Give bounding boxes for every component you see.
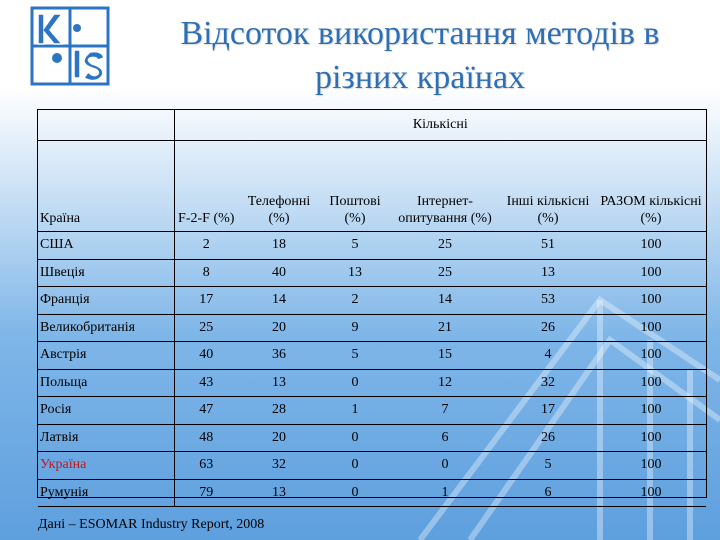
value-cell: 53 bbox=[500, 287, 596, 315]
value-cell: 100 bbox=[596, 342, 706, 370]
value-cell: 14 bbox=[238, 287, 320, 315]
value-cell: 20 bbox=[238, 314, 320, 342]
table-row bbox=[38, 232, 706, 260]
value-cell: 13 bbox=[238, 479, 320, 507]
value-cell: 100 bbox=[596, 259, 706, 287]
table-group-header-row bbox=[38, 110, 706, 141]
value-cell: 21 bbox=[390, 314, 500, 342]
column-header-internet: Інтернет-опитування (%) bbox=[390, 141, 500, 232]
kiis-logo bbox=[30, 6, 110, 86]
column-header-total: РАЗОМ кількісні (%) bbox=[596, 141, 706, 232]
group-header-blank bbox=[38, 110, 174, 141]
value-cell: 0 bbox=[320, 369, 390, 397]
table-row bbox=[38, 479, 706, 507]
value-cell: 47 bbox=[174, 397, 238, 425]
value-cell: 40 bbox=[238, 259, 320, 287]
value-cell: 100 bbox=[596, 424, 706, 452]
value-cell: 20 bbox=[238, 424, 320, 452]
table-row bbox=[38, 259, 706, 287]
value-cell: 17 bbox=[174, 287, 238, 315]
country-cell: Австрія bbox=[38, 342, 174, 370]
value-cell: 6 bbox=[390, 424, 500, 452]
value-cell: 2 bbox=[320, 287, 390, 315]
value-cell: 2 bbox=[174, 232, 238, 260]
value-cell: 15 bbox=[390, 342, 500, 370]
table-row bbox=[38, 314, 706, 342]
page-title bbox=[120, 12, 720, 100]
value-cell: 100 bbox=[596, 452, 706, 480]
value-cell: 51 bbox=[500, 232, 596, 260]
table-row bbox=[38, 424, 706, 452]
value-cell: 9 bbox=[320, 314, 390, 342]
table-row bbox=[38, 397, 706, 425]
column-header-country: Країна bbox=[38, 141, 174, 232]
value-cell: 13 bbox=[238, 369, 320, 397]
methods-table bbox=[38, 110, 706, 507]
value-cell: 25 bbox=[174, 314, 238, 342]
country-cell: Польща bbox=[38, 369, 174, 397]
table-row bbox=[38, 452, 706, 480]
country-cell: Росія bbox=[38, 397, 174, 425]
value-cell: 32 bbox=[238, 452, 320, 480]
value-cell: 5 bbox=[500, 452, 596, 480]
value-cell: 0 bbox=[320, 479, 390, 507]
value-cell: 1 bbox=[390, 479, 500, 507]
value-cell: 0 bbox=[390, 452, 500, 480]
title-line-1: Відсоток використання методів в bbox=[180, 15, 660, 52]
value-cell: 5 bbox=[320, 342, 390, 370]
value-cell: 25 bbox=[390, 232, 500, 260]
value-cell: 12 bbox=[390, 369, 500, 397]
value-cell: 6 bbox=[500, 479, 596, 507]
value-cell: 8 bbox=[174, 259, 238, 287]
country-cell: Великобританія bbox=[38, 314, 174, 342]
value-cell: 13 bbox=[500, 259, 596, 287]
table-header-row bbox=[38, 141, 706, 232]
country-cell: Швеція bbox=[38, 259, 174, 287]
value-cell: 13 bbox=[320, 259, 390, 287]
value-cell: 18 bbox=[238, 232, 320, 260]
title-line-2: різних країнах bbox=[314, 59, 526, 96]
value-cell: 100 bbox=[596, 479, 706, 507]
value-cell: 79 bbox=[174, 479, 238, 507]
table-body bbox=[38, 232, 706, 507]
column-header-f2f: F-2-F (%) bbox=[174, 141, 238, 232]
group-header-quantitative: Кількісні bbox=[174, 110, 706, 141]
value-cell: 17 bbox=[500, 397, 596, 425]
country-cell: Румунія bbox=[38, 479, 174, 507]
country-cell: Латвія bbox=[38, 424, 174, 452]
value-cell: 43 bbox=[174, 369, 238, 397]
value-cell: 4 bbox=[500, 342, 596, 370]
value-cell: 28 bbox=[238, 397, 320, 425]
value-cell: 14 bbox=[390, 287, 500, 315]
table-row bbox=[38, 287, 706, 315]
column-header-phone: Телефонні (%) bbox=[238, 141, 320, 232]
table-row bbox=[38, 342, 706, 370]
value-cell: 100 bbox=[596, 232, 706, 260]
country-cell: Україна bbox=[38, 452, 174, 480]
value-cell: 40 bbox=[174, 342, 238, 370]
value-cell: 100 bbox=[596, 314, 706, 342]
value-cell: 100 bbox=[596, 369, 706, 397]
value-cell: 1 bbox=[320, 397, 390, 425]
value-cell: 32 bbox=[500, 369, 596, 397]
column-header-mail: Поштові (%) bbox=[320, 141, 390, 232]
value-cell: 5 bbox=[320, 232, 390, 260]
value-cell: 48 bbox=[174, 424, 238, 452]
table-row bbox=[38, 369, 706, 397]
country-cell: США bbox=[38, 232, 174, 260]
value-cell: 63 bbox=[174, 452, 238, 480]
country-cell: Франція bbox=[38, 287, 174, 315]
value-cell: 7 bbox=[390, 397, 500, 425]
value-cell: 0 bbox=[320, 424, 390, 452]
column-header-other: Інші кількісні (%) bbox=[500, 141, 596, 232]
source-note: Дані – ESOMAR Industry Report, 2008 bbox=[38, 517, 265, 532]
value-cell: 26 bbox=[500, 314, 596, 342]
value-cell: 25 bbox=[390, 259, 500, 287]
value-cell: 100 bbox=[596, 287, 706, 315]
value-cell: 0 bbox=[320, 452, 390, 480]
value-cell: 36 bbox=[238, 342, 320, 370]
value-cell: 26 bbox=[500, 424, 596, 452]
value-cell: 100 bbox=[596, 397, 706, 425]
